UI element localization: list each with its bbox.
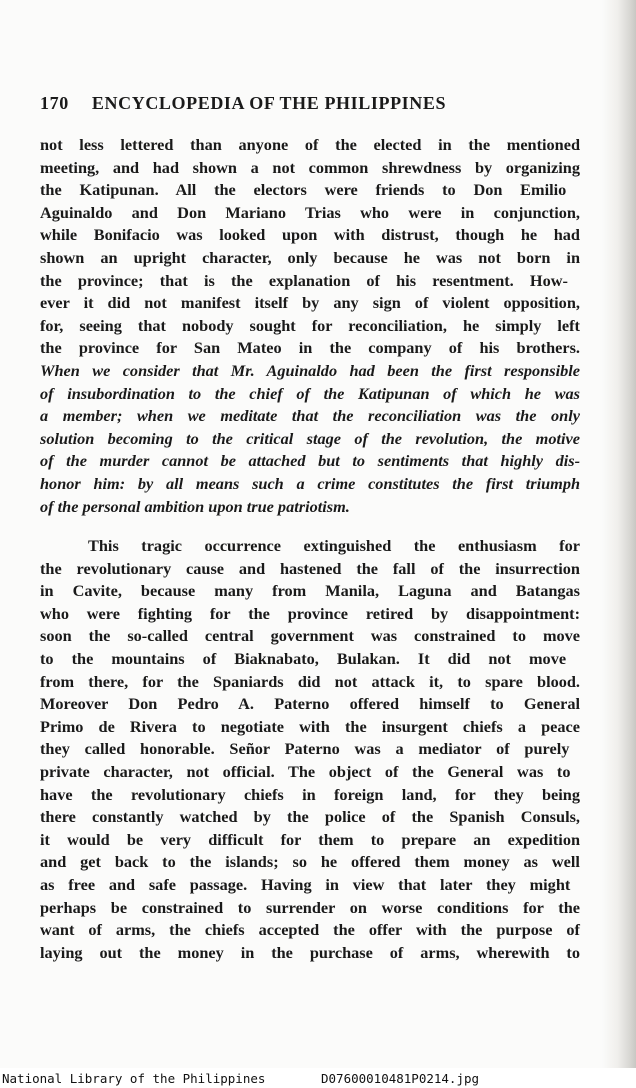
text-line: there constantly watched by the police of the Spanish Consuls, (40, 807, 581, 827)
text-line: soon the so-called central government was constrained to move (40, 626, 581, 646)
file-identifier: D07600010481P0214.jpg (321, 1071, 480, 1086)
paragraph-1 (40, 134, 580, 518)
text-line: who were fighting for the province retired by disappointment: (40, 603, 581, 623)
italic-text-line: solution becoming to the critical stage of the revolution, the motive (40, 428, 580, 448)
page-header (40, 93, 600, 117)
text-line: not less lettered than anyone of the elected in the mentioned (40, 135, 581, 154)
text-line: to the mountains of Biaknabato, Bulakan. It did not move (40, 648, 567, 668)
text-line: This tragic occurrence extinguished the enthusiasm for (88, 536, 580, 555)
text-line: laying out the money in the purchase of arms, wherewith to (40, 942, 580, 962)
text-line: meeting, and had shown a not common shrewdness by organizing (40, 157, 580, 177)
text-line: perhaps be constrained to surrender on worse conditions for the (40, 897, 580, 917)
italic-text-line: of the personal ambition upon true patriotism. (40, 496, 350, 516)
paragraph-2 (40, 535, 580, 964)
text-line: while Bonifacio was looked upon with distrust, though he had (40, 225, 580, 245)
italic-text-line: of the murder cannot be attached but to sentiments that highly dis- (40, 451, 581, 471)
page-edge-shadow (602, 0, 636, 1068)
italic-text-line: a member; when we meditate that the reconciliation was the only (40, 406, 580, 426)
text-line: ever it did not manifest itself by any sign of violent opposition, (40, 293, 580, 313)
text-line: it would be very difficult for them to prepare an expedition (40, 829, 581, 849)
scan-footer (0, 1070, 636, 1088)
text-line: Aguinaldo and Don Mariano Trias who were in conjunction, (40, 202, 580, 222)
italic-text-line: honor him: by all means such a crime constitutes the first triumph (40, 473, 581, 493)
text-line: want of arms, the chiefs accepted the offer with the purpose of (40, 920, 580, 940)
text-line: have the revolutionary chiefs in foreign land, for they being (40, 784, 580, 804)
text-line: in Cavite, because many from Manila, Laguna and Batangas (40, 581, 581, 601)
text-line: Moreover Don Pedro A. Paterno offered himself to General (40, 694, 580, 714)
italic-text-line: of insubordination to the chief of the Katipunan of which he was (40, 383, 580, 403)
text-line: as free and safe passage. Having in view that later they might (40, 874, 571, 894)
text-line: the Katipunan. All the electors were friends to Don Emilio (40, 180, 567, 200)
page-number: 170 (40, 93, 69, 113)
text-line: private character, not official. The object of the General was to (40, 761, 571, 781)
text-line: from there, for the Spaniards did not attack it, to spare blood. (40, 671, 580, 691)
italic-text-line: When we consider that Mr. Aguinaldo had been the first responsible (40, 360, 581, 380)
text-line: and get back to the islands; so he offered them money as well (40, 852, 580, 872)
text-line: the province; that is the explanation of his resentment. How- (40, 270, 568, 290)
library-credit: National Library of the Philippines (2, 1071, 266, 1086)
text-line: they called honorable. Señor Paterno was a mediator of purely (40, 739, 570, 759)
text-line: the province for San Mateo in the company of his brothers. (40, 338, 580, 358)
running-title: ENCYCLOPEDIA OF THE PHILIPPINES (91, 93, 447, 113)
text-line: the revolutionary cause and hastened the fall of the insurrection (40, 558, 580, 578)
text-line: shown an upright character, only because he was not born in (40, 247, 580, 267)
text-line: Primo de Rivera to negotiate with the insurgent chiefs a peace (40, 716, 580, 736)
text-line: for, seeing that nobody sought for reconciliation, he simply left (40, 315, 580, 335)
